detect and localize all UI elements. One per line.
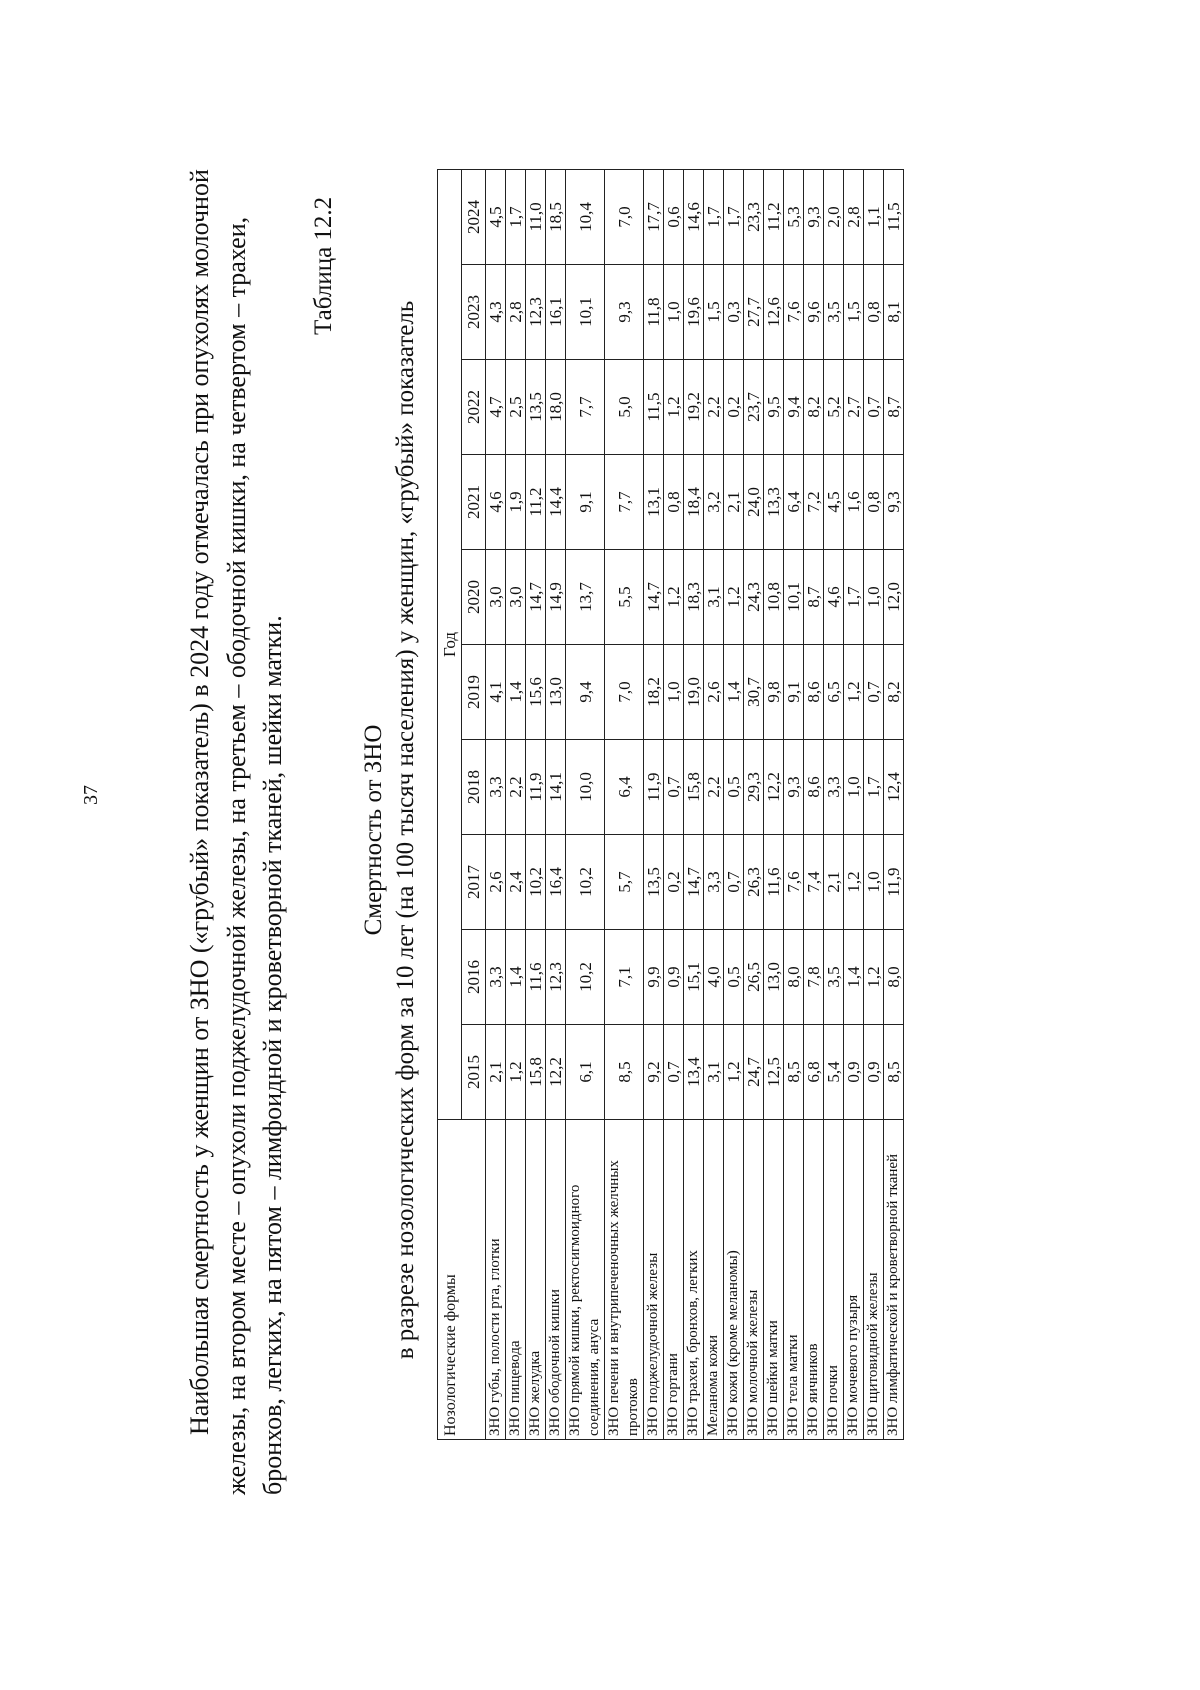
row-value-2018: 12,2 [764,740,784,835]
row-nosology-name: ЗНО яичников [804,1120,824,1440]
row-value-2016: 1,2 [864,930,884,1025]
row-value-2023: 9,3 [605,265,644,360]
table-row [824,169,844,1439]
row-value-2020: 4,6 [824,550,844,645]
row-value-2024: 1,7 [704,169,724,264]
row-value-2019: 1,4 [724,645,744,740]
row-value-2020: 5,5 [605,550,644,645]
row-value-2023: 11,8 [644,265,664,360]
row-value-2015: 6,1 [566,1025,605,1120]
row-value-2018: 6,4 [605,740,644,835]
row-value-2022: 5,2 [824,360,844,455]
row-value-2017: 11,9 [884,835,904,930]
row-nosology-name: ЗНО печени и внутрипеченочных желчных протоков [605,1120,644,1440]
row-value-2018: 3,3 [486,740,506,835]
row-value-2015: 13,4 [684,1025,704,1120]
row-value-2024: 2,8 [844,169,864,264]
row-value-2019: 19,0 [684,645,704,740]
row-value-2018: 10,0 [566,740,605,835]
row-value-2017: 11,6 [764,835,784,930]
row-value-2021: 9,1 [566,455,605,550]
row-nosology-name: ЗНО гортани [664,1120,684,1440]
row-value-2018: 1,0 [844,740,864,835]
row-value-2016: 26,5 [744,930,764,1025]
row-value-2023: 1,5 [704,265,724,360]
row-value-2024: 17,7 [644,169,664,264]
row-value-2016: 12,3 [546,930,566,1025]
row-value-2023: 27,7 [744,265,764,360]
row-value-2015: 9,2 [644,1025,664,1120]
table-row [605,169,644,1439]
paragraph-line-2: железы, на втором месте – опухоли поджелудочной железы, на третьем – ободочной кишки, на четвертом – трахеи, [222,216,251,1495]
row-value-2024: 2,0 [824,169,844,264]
row-value-2024: 18,5 [546,169,566,264]
row-value-2015: 3,1 [704,1025,724,1120]
row-value-2022: 2,7 [844,360,864,455]
row-value-2015: 0,9 [844,1025,864,1120]
row-value-2016: 8,0 [884,930,904,1025]
row-value-2022: 4,7 [486,360,506,455]
row-value-2019: 7,0 [605,645,644,740]
row-value-2021: 0,8 [864,455,884,550]
table-caption-title: Смертность от ЗНО [360,724,387,936]
year-header-2023: 2023 [462,265,486,360]
row-value-2022: 19,2 [684,360,704,455]
row-value-2020: 10,8 [764,550,784,645]
row-nosology-name: ЗНО шейки матки [764,1120,784,1440]
row-value-2020: 18,3 [684,550,704,645]
row-value-2024: 11,0 [526,169,546,264]
row-value-2018: 12,4 [884,740,904,835]
table-header-row-group [438,169,462,1439]
row-value-2023: 1,0 [664,265,684,360]
row-value-2016: 1,4 [844,930,864,1025]
row-value-2019: 8,6 [804,645,824,740]
year-header-2019: 2019 [462,645,486,740]
row-value-2017: 16,4 [546,835,566,930]
row-value-2017: 10,2 [526,835,546,930]
row-value-2023: 2,8 [506,265,526,360]
row-value-2023: 16,1 [546,265,566,360]
table-row [546,169,566,1439]
row-value-2022: 1,2 [664,360,684,455]
row-nosology-name: ЗНО лимфатической и кроветворной тканей [884,1120,904,1440]
row-nosology-name: ЗНО щитовидной железы [864,1120,884,1440]
row-value-2017: 7,4 [804,835,824,930]
row-value-2024: 5,3 [784,169,804,264]
row-value-2015: 2,1 [486,1025,506,1120]
row-value-2019: 0,7 [864,645,884,740]
table-row [784,169,804,1439]
row-value-2024: 1,7 [506,169,526,264]
row-value-2016: 9,9 [644,930,664,1025]
table-row [644,169,664,1439]
table-row [804,169,824,1439]
row-value-2016: 3,3 [486,930,506,1025]
row-value-2022: 2,2 [704,360,724,455]
row-value-2020: 14,9 [546,550,566,645]
row-nosology-name: ЗНО ободочной кишки [546,1120,566,1440]
row-value-2021: 0,8 [664,455,684,550]
page-number: 37 [80,785,102,805]
row-value-2018: 9,3 [784,740,804,835]
row-value-2022: 0,7 [864,360,884,455]
row-value-2024: 4,5 [486,169,506,264]
row-value-2015: 0,7 [664,1025,684,1120]
row-value-2020: 14,7 [644,550,664,645]
row-value-2016: 0,5 [724,930,744,1025]
row-value-2018: 8,6 [804,740,824,835]
row-value-2016: 8,0 [784,930,804,1025]
row-value-2018: 2,2 [506,740,526,835]
row-value-2020: 1,0 [864,550,884,645]
row-value-2016: 15,1 [684,930,704,1025]
row-nosology-name: ЗНО почки [824,1120,844,1440]
row-value-2018: 14,1 [546,740,566,835]
table-row [664,169,684,1439]
row-value-2019: 13,0 [546,645,566,740]
year-header-2024: 2024 [462,169,486,264]
row-value-2015: 12,5 [764,1025,784,1120]
row-value-2020: 12,0 [884,550,904,645]
row-value-2023: 12,3 [526,265,546,360]
row-value-2017: 14,7 [684,835,704,930]
table-label: Таблица 12.2 [310,196,337,335]
row-value-2015: 1,2 [506,1025,526,1120]
row-value-2015: 8,5 [605,1025,644,1120]
row-value-2018: 11,9 [644,740,664,835]
row-value-2022: 7,7 [566,360,605,455]
row-value-2023: 7,6 [784,265,804,360]
row-value-2022: 8,7 [884,360,904,455]
row-value-2024: 11,2 [764,169,784,264]
table-row [526,169,546,1439]
row-value-2021: 6,4 [784,455,804,550]
row-value-2022: 9,5 [764,360,784,455]
row-value-2018: 1,7 [864,740,884,835]
row-value-2023: 0,3 [724,265,744,360]
row-value-2017: 1,0 [864,835,884,930]
row-value-2024: 10,4 [566,169,605,264]
row-value-2019: 1,2 [844,645,864,740]
row-value-2017: 5,7 [605,835,644,930]
row-value-2021: 4,5 [824,455,844,550]
row-value-2022: 2,5 [506,360,526,455]
row-value-2021: 4,6 [486,455,506,550]
row-value-2016: 1,4 [506,930,526,1025]
row-value-2024: 9,3 [804,169,824,264]
row-value-2019: 1,4 [506,645,526,740]
table-row [684,169,704,1439]
row-value-2024: 1,1 [864,169,884,264]
row-value-2017: 0,2 [664,835,684,930]
table-row [864,169,884,1439]
row-nosology-name: ЗНО губы, полости рта, глотки [486,1120,506,1440]
row-value-2020: 24,3 [744,550,764,645]
row-value-2023: 0,8 [864,265,884,360]
row-value-2023: 8,1 [884,265,904,360]
row-value-2017: 2,4 [506,835,526,930]
row-value-2021: 7,2 [804,455,824,550]
row-value-2022: 5,0 [605,360,644,455]
row-value-2022: 18,0 [546,360,566,455]
paragraph-line-1: Наибольшая смертность у женщин от ЗНО («грубый» показатель) в 2024 году отмечалась при опухолях молочной [185,169,214,1435]
row-value-2016: 7,1 [605,930,644,1025]
table-row [506,169,526,1439]
row-value-2019: 6,5 [824,645,844,740]
row-nosology-name: ЗНО мочевого пузыря [844,1120,864,1440]
row-nosology-name: ЗНО кожи (кроме меланомы) [724,1120,744,1440]
row-value-2015: 5,4 [824,1025,844,1120]
row-value-2021: 1,6 [844,455,864,550]
row-value-2024: 0,6 [664,169,684,264]
row-value-2021: 9,3 [884,455,904,550]
row-nosology-name: ЗНО пищевода [506,1120,526,1440]
table-row [744,169,764,1439]
row-value-2017: 3,3 [704,835,724,930]
row-value-2021: 13,3 [764,455,784,550]
year-header-2016: 2016 [462,930,486,1025]
row-value-2018: 2,2 [704,740,724,835]
row-value-2019: 4,1 [486,645,506,740]
row-value-2017: 7,6 [784,835,804,930]
row-value-2015: 8,5 [884,1025,904,1120]
row-value-2018: 3,3 [824,740,844,835]
row-value-2022: 8,2 [804,360,824,455]
row-nosology-name: ЗНО желудка [526,1120,546,1440]
row-value-2022: 9,4 [784,360,804,455]
row-value-2021: 14,4 [546,455,566,550]
row-nosology-name: ЗНО тела матки [784,1120,804,1440]
row-nosology-name: ЗНО молочной железы [744,1120,764,1440]
year-header-2018: 2018 [462,740,486,835]
row-value-2019: 8,2 [884,645,904,740]
row-value-2021: 13,1 [644,455,664,550]
column-header-year-group: Год [438,169,462,1119]
row-value-2016: 7,8 [804,930,824,1025]
row-nosology-name: ЗНО трахеи, бронхов, легких [684,1120,704,1440]
row-value-2019: 9,1 [784,645,804,740]
row-value-2023: 3,5 [824,265,844,360]
row-value-2017: 1,2 [844,835,864,930]
row-value-2022: 0,2 [724,360,744,455]
table-row [566,169,605,1439]
row-value-2018: 29,3 [744,740,764,835]
row-value-2017: 2,6 [486,835,506,930]
row-value-2023: 10,1 [566,265,605,360]
paragraph-line-3: бронхов, легких, на пятом – лимфоидной и кроветворной тканей, шейки матки. [258,615,287,1495]
row-value-2018: 11,9 [526,740,546,835]
row-value-2017: 13,5 [644,835,664,930]
table-row [724,169,744,1439]
row-value-2017: 10,2 [566,835,605,930]
row-value-2017: 0,7 [724,835,744,930]
row-value-2019: 30,7 [744,645,764,740]
row-value-2015: 24,7 [744,1025,764,1120]
row-value-2023: 12,6 [764,265,784,360]
row-value-2020: 14,7 [526,550,546,645]
row-value-2019: 18,2 [644,645,664,740]
row-value-2017: 26,3 [744,835,764,930]
row-value-2021: 7,7 [605,455,644,550]
column-header-forms: Нозологические формы [438,1120,486,1440]
row-value-2023: 9,6 [804,265,824,360]
row-value-2015: 12,2 [546,1025,566,1120]
year-header-2017: 2017 [462,835,486,930]
row-value-2020: 13,7 [566,550,605,645]
row-value-2018: 0,7 [664,740,684,835]
table-row [884,169,904,1439]
row-value-2024: 7,0 [605,169,644,264]
row-value-2020: 3,0 [486,550,506,645]
table-row [486,169,506,1439]
row-value-2021: 24,0 [744,455,764,550]
row-value-2024: 11,5 [884,169,904,264]
table-row [764,169,784,1439]
row-value-2015: 6,8 [804,1025,824,1120]
row-value-2022: 13,5 [526,360,546,455]
table-row [704,169,724,1439]
row-nosology-name: ЗНО прямой кишки, ректосигмоидного соединения, ануса [566,1120,605,1440]
year-header-2020: 2020 [462,550,486,645]
row-value-2017: 2,1 [824,835,844,930]
row-value-2019: 15,6 [526,645,546,740]
year-header-2015: 2015 [462,1025,486,1120]
row-value-2020: 1,2 [724,550,744,645]
row-value-2020: 3,0 [506,550,526,645]
year-header-2021: 2021 [462,455,486,550]
row-value-2020: 10,1 [784,550,804,645]
row-value-2023: 19,6 [684,265,704,360]
row-nosology-name: Меланома кожи [704,1120,724,1440]
table-row [844,169,864,1439]
mortality-table [437,169,904,1440]
row-value-2015: 1,2 [724,1025,744,1120]
row-value-2019: 1,0 [664,645,684,740]
row-value-2021: 3,2 [704,455,724,550]
row-value-2016: 4,0 [704,930,724,1025]
row-value-2022: 23,7 [744,360,764,455]
row-value-2023: 1,5 [844,265,864,360]
row-value-2024: 23,3 [744,169,764,264]
row-value-2015: 8,5 [784,1025,804,1120]
row-value-2016: 11,6 [526,930,546,1025]
row-value-2015: 15,8 [526,1025,546,1120]
table-body [486,169,904,1439]
row-value-2024: 14,6 [684,169,704,264]
row-value-2020: 1,2 [664,550,684,645]
row-value-2019: 9,4 [566,645,605,740]
row-value-2019: 9,8 [764,645,784,740]
row-value-2020: 3,1 [704,550,724,645]
row-value-2022: 11,5 [644,360,664,455]
row-value-2016: 10,2 [566,930,605,1025]
row-value-2020: 1,7 [844,550,864,645]
year-header-2022: 2022 [462,360,486,455]
row-value-2016: 0,9 [664,930,684,1025]
row-value-2016: 13,0 [764,930,784,1025]
table-caption-subtitle: в разрезе нозологических форм за 10 лет (на 100 тысяч населения) у женщин, «грубый» показатель [392,300,419,1360]
row-value-2018: 15,8 [684,740,704,835]
row-nosology-name: ЗНО поджелудочной железы [644,1120,664,1440]
row-value-2024: 1,7 [724,169,744,264]
row-value-2015: 0,9 [864,1025,884,1120]
row-value-2021: 2,1 [724,455,744,550]
row-value-2018: 0,5 [724,740,744,835]
row-value-2019: 2,6 [704,645,724,740]
row-value-2021: 1,9 [506,455,526,550]
row-value-2016: 3,5 [824,930,844,1025]
row-value-2021: 11,2 [526,455,546,550]
row-value-2021: 18,4 [684,455,704,550]
row-value-2023: 4,3 [486,265,506,360]
row-value-2020: 8,7 [804,550,824,645]
